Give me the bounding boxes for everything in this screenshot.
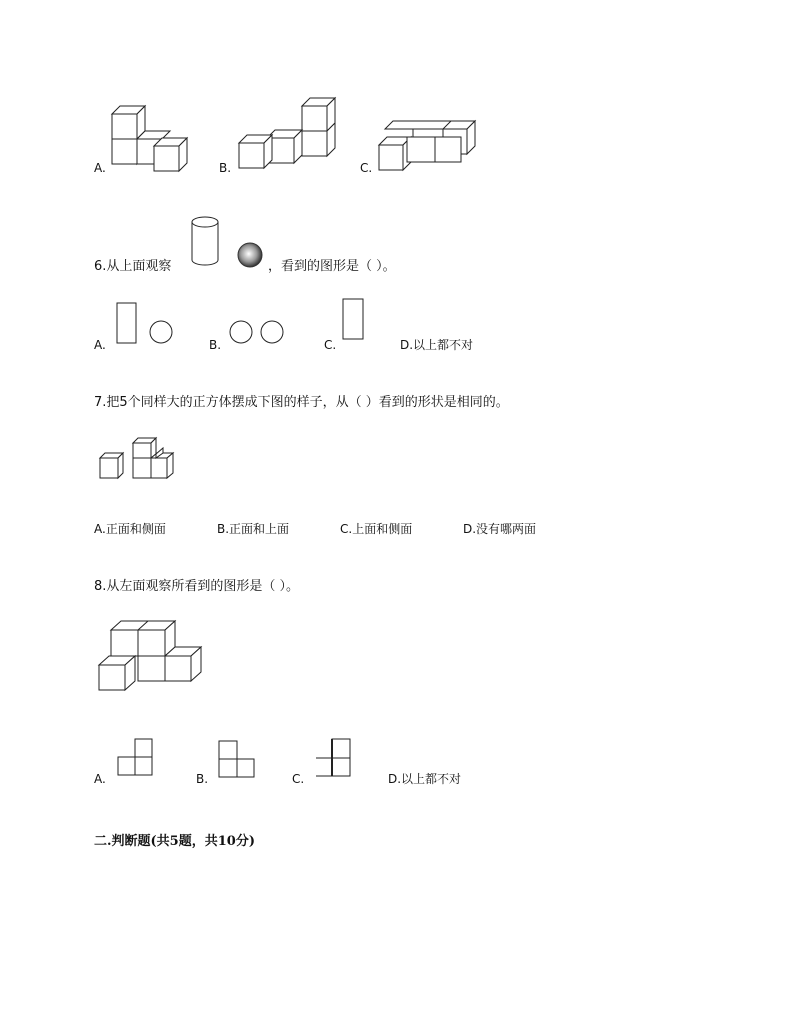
q5-option-a-label[interactable]: A. <box>94 161 106 175</box>
q6-option-a-figure <box>117 303 177 347</box>
q8-option-a-label[interactable]: A. <box>94 772 106 786</box>
q5-option-a-figure <box>112 104 197 172</box>
q8-option-a-figure <box>117 738 157 778</box>
q6-option-b-figure <box>228 319 286 347</box>
cylinder-figure <box>191 216 221 268</box>
q8-stem: 8.从左面观察所看到的图形是（ ）。 <box>94 579 300 594</box>
q8-cube-figure <box>97 620 207 692</box>
q7-stem: 7.把5个同样大的正方体摆成下图的样子，从（ ）看到的形状是相同的。 <box>94 395 509 410</box>
q5-option-c-label[interactable]: C. <box>360 161 373 175</box>
q7-cube-figure <box>99 436 179 482</box>
q6-stem-end: ，看到的图形是（ ）。 <box>268 259 396 274</box>
q7-option-c[interactable]: C.上面和侧面 <box>340 522 413 536</box>
section-2-title: 二.判断题(共5题，共10分) <box>94 834 255 849</box>
q7-option-b[interactable]: B.正面和上面 <box>217 522 290 536</box>
q6-option-a-label[interactable]: A. <box>94 338 106 352</box>
q6-option-d-label[interactable]: D.以上都不对 <box>400 338 474 352</box>
q8-option-d-label[interactable]: D.以上都不对 <box>388 772 462 786</box>
q8-option-b-label[interactable]: B. <box>196 772 209 786</box>
q5-option-b-label[interactable]: B. <box>219 161 232 175</box>
sphere-figure <box>237 242 265 270</box>
q6-option-c-figure <box>343 299 367 343</box>
q5-option-b-figure <box>237 98 337 172</box>
q6-option-c-label[interactable]: C. <box>324 338 337 352</box>
q8-option-b-figure <box>218 740 258 780</box>
q6-option-b-label[interactable]: B. <box>209 338 222 352</box>
q8-option-c-figure <box>315 738 355 780</box>
q7-option-a[interactable]: A.正面和侧面 <box>94 522 166 536</box>
q8-option-c-label[interactable]: C. <box>292 772 305 786</box>
q6-stem-start: 6.从上面观察 <box>94 259 172 274</box>
q5-option-c-figure <box>377 121 479 173</box>
q7-option-d[interactable]: D.没有哪两面 <box>463 522 537 536</box>
